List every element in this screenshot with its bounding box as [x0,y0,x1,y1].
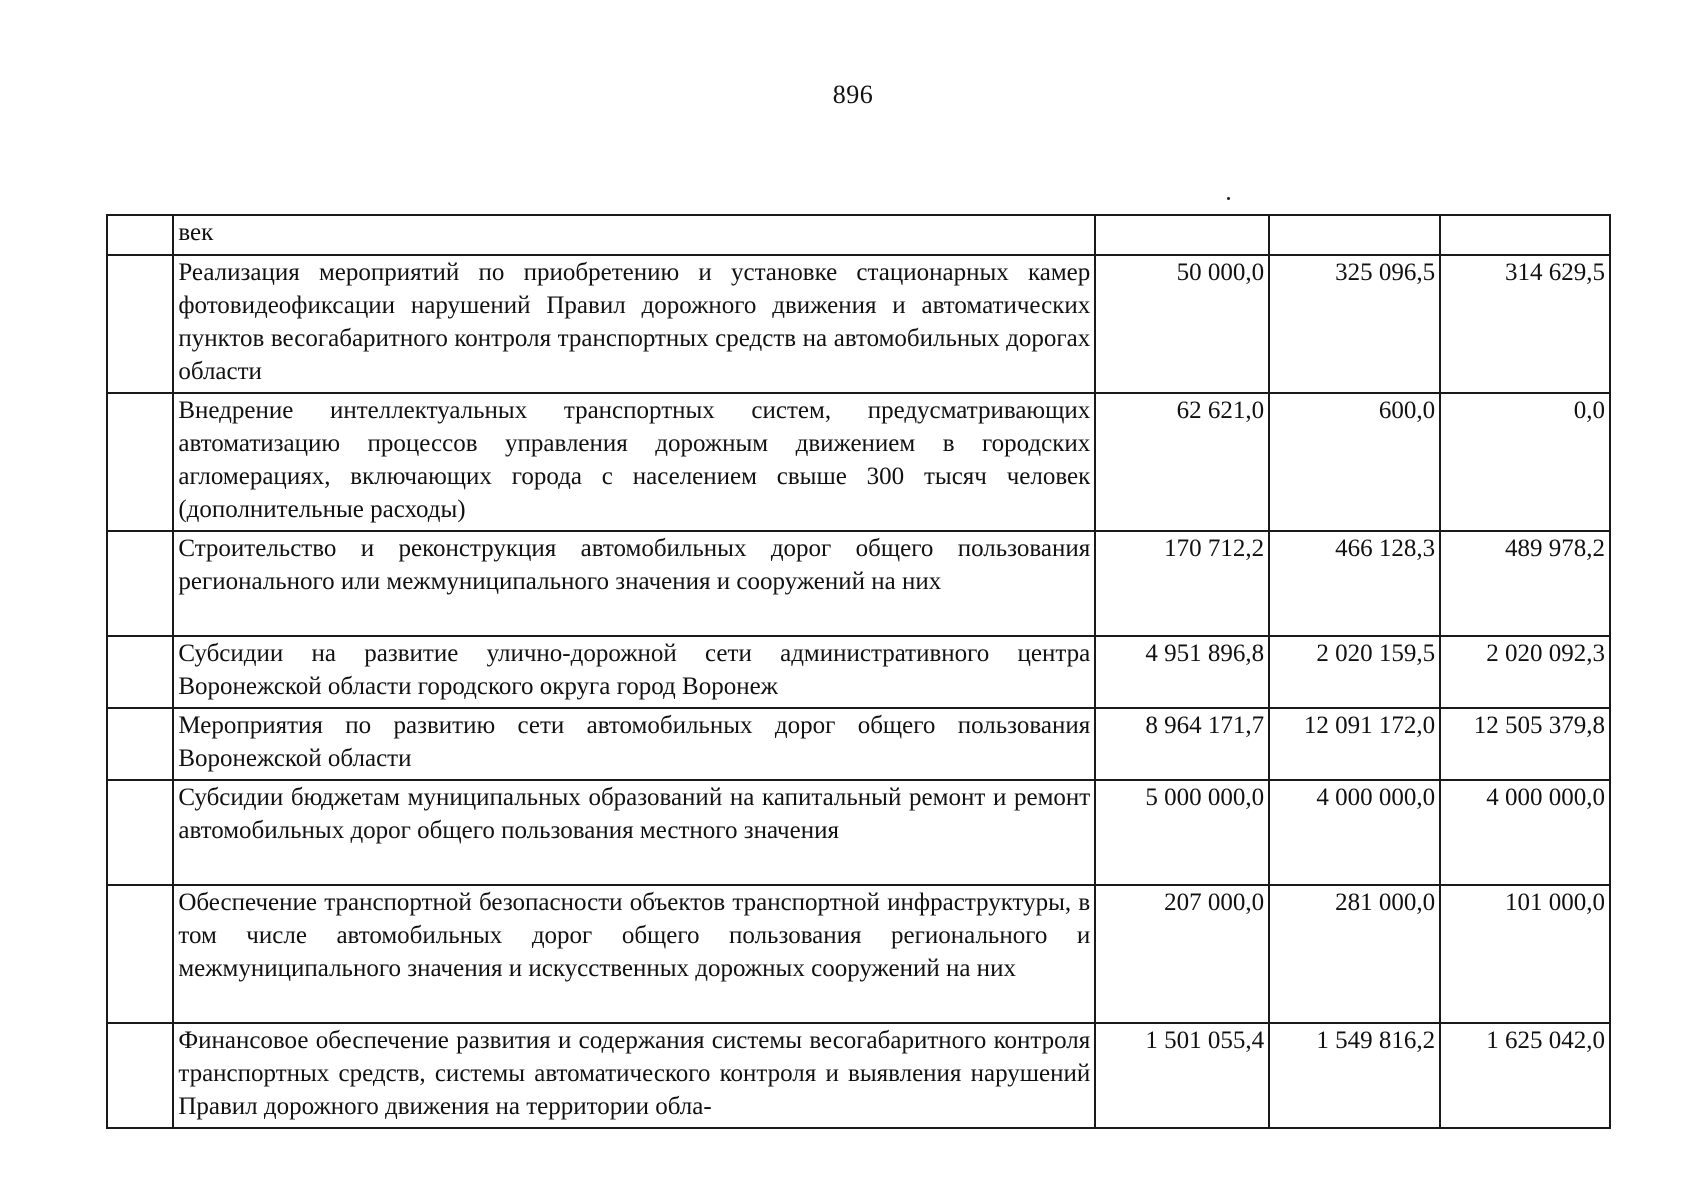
value-cell-3: 314 629,5 [1440,255,1610,393]
table-row [107,1023,1610,1128]
row-number-cell [107,255,173,393]
row-number-cell [107,636,173,708]
budget-table [106,214,1611,1129]
scan-speck [1227,197,1230,200]
value-cell-3: 4 000 000,0 [1440,780,1610,885]
table-row [107,885,1610,1023]
value-cell-1: 50 000,0 [1095,255,1269,393]
page-number: 896 [832,80,874,109]
value-cell-1: 170 712,2 [1095,531,1269,636]
value-cell-1: 62 621,0 [1095,393,1269,531]
row-description: Финансовое обеспечение развития и содержания системы весогабаритного контроля транспортных средств, системы автоматического контроля и выявления нарушений Правил дорожного движения на территории обла- [173,1023,1095,1128]
table-row [107,636,1610,708]
value-cell-3 [1440,215,1610,255]
value-cell-2: 4 000 000,0 [1269,780,1440,885]
table-row [107,708,1610,780]
value-cell-1: 4 951 896,8 [1095,636,1269,708]
row-description: Субсидии на развитие улично-дорожной сети административного центра Воронежской области городского округа город Воронеж [173,636,1095,708]
row-description: Строительство и реконструкция автомобильных дорог общего пользования регионального или межмуниципального значения и сооружений на них [173,531,1095,636]
row-number-cell [107,393,173,531]
value-cell-3: 489 978,2 [1440,531,1610,636]
table-row [107,393,1610,531]
table-row [107,780,1610,885]
value-cell-3: 1 625 042,0 [1440,1023,1610,1128]
row-number-cell [107,885,173,1023]
row-description: Субсидии бюджетам муниципальных образований на капитальный ремонт и ремонт автомобильных дорог общего пользования местного значения [173,780,1095,885]
row-number-cell [107,531,173,636]
row-description: Внедрение интеллектуальных транспортных систем, предусматривающих автоматизацию процессов управления дорожным движением в городских агломерациях, включающих города с населением свыше 300 тысяч человек (дополнительные расходы) [173,393,1095,531]
value-cell-2: 325 096,5 [1269,255,1440,393]
value-cell-2: 281 000,0 [1269,885,1440,1023]
value-cell-2: 466 128,3 [1269,531,1440,636]
value-cell-2: 12 091 172,0 [1269,708,1440,780]
row-description: Обеспечение транспортной безопасности объектов транспортной инфраструктуры, в том числе автомобильных дорог общего пользования регионального и межмуниципального значения и искусственных дорожных сооружений на них [173,885,1095,1023]
value-cell-3: 2 020 092,3 [1440,636,1610,708]
value-cell-2: 1 549 816,2 [1269,1023,1440,1128]
value-cell-1: 8 964 171,7 [1095,708,1269,780]
value-cell-1: 207 000,0 [1095,885,1269,1023]
value-cell-1 [1095,215,1269,255]
table-row [107,215,1610,255]
table-row [107,531,1610,636]
row-description: Мероприятия по развитию сети автомобильных дорог общего пользования Воронежской области [173,708,1095,780]
value-cell-2 [1269,215,1440,255]
value-cell-3: 0,0 [1440,393,1610,531]
row-number-cell [107,1023,173,1128]
value-cell-2: 600,0 [1269,393,1440,531]
row-description: Реализация мероприятий по приобретению и установке стационарных камер фотовидеофиксации нарушений Правил дорожного движения и автоматических пунктов весогабаритного контроля транспортных средств на автомобильных дорогах области [173,255,1095,393]
row-number-cell [107,780,173,885]
value-cell-1: 1 501 055,4 [1095,1023,1269,1128]
row-number-cell [107,708,173,780]
value-cell-1: 5 000 000,0 [1095,780,1269,885]
value-cell-2: 2 020 159,5 [1269,636,1440,708]
value-cell-3: 12 505 379,8 [1440,708,1610,780]
table-row [107,255,1610,393]
row-number-cell [107,215,173,255]
row-description: век [173,215,1095,255]
value-cell-3: 101 000,0 [1440,885,1610,1023]
